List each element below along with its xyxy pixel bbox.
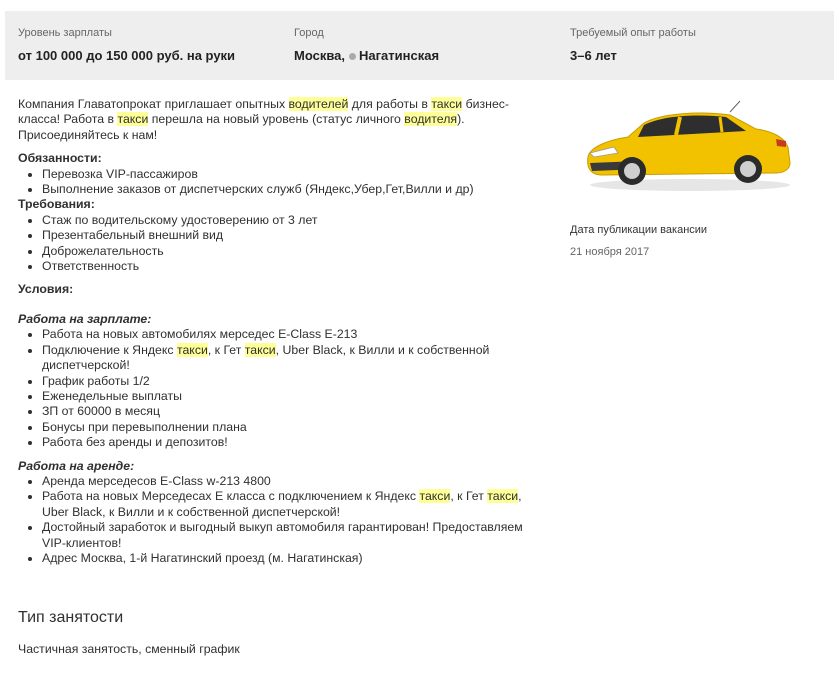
- list-item: • ЗП от 60000 в месяц: [42, 404, 548, 419]
- duties-heading: Обязанности:: [18, 151, 102, 166]
- conditions-heading: Условия:: [18, 282, 74, 297]
- requirements-heading: Требования:: [18, 197, 95, 212]
- city-label: Город: [294, 27, 324, 39]
- metro-station: Нагатинская: [359, 48, 440, 63]
- city-block: [281, 11, 557, 80]
- yellow-taxi-car-image: [580, 95, 795, 195]
- highlight: такси: [244, 342, 276, 357]
- list-item: • Аренда мерседесов E-Class w-213 4800: [42, 474, 548, 489]
- list-item: • График работы 1/2: [42, 374, 548, 389]
- list-item: • Ответственность: [42, 259, 548, 274]
- salary-label: Уровень зарплаты: [18, 27, 112, 39]
- list-item: • Бонусы при перевыполнении плана: [42, 420, 548, 435]
- metro-dot-icon: [349, 53, 356, 60]
- highlight: водителя: [404, 112, 458, 127]
- experience-block: [557, 11, 833, 80]
- duties-list: [18, 167, 548, 198]
- experience-label: Требуемый опыт работы: [570, 27, 696, 39]
- rent-work-list: [18, 474, 548, 566]
- employment-type-heading: Тип занятости: [18, 609, 124, 626]
- list-item: • Работа на новых Мерседесах Е класса с подключением к Яндекс такси, к Гет такси, Uber Black, к Вилли и к собственной диспетчерской!: [42, 489, 548, 520]
- salary-value: от 100 000 до 150 000 руб. на руки: [18, 48, 236, 63]
- employment-type-value: Частичная занятость, сменный график: [18, 642, 240, 656]
- list-item: • Доброжелательность: [42, 244, 548, 259]
- list-item: • Адрес Москва, 1-й Нагатинский проезд (м. Нагатинская): [42, 551, 548, 566]
- vacancy-description: [18, 97, 548, 566]
- experience-value: 3–6 лет: [570, 48, 617, 63]
- vacancy-summary: [5, 11, 834, 80]
- highlight: такси: [176, 342, 208, 357]
- list-item: • Работа на новых автомобилях мерседес Е-Class E-213: [42, 327, 548, 342]
- list-item: • Достойный заработок и выгодный выкуп автомобиля гарантирован! Предоставляем VIP-клиентов!: [42, 520, 548, 551]
- list-item: • Презентабельный внешний вид: [42, 228, 548, 243]
- publication-date-label: Дата публикации вакансии: [570, 224, 708, 236]
- salary-block: [5, 11, 281, 80]
- city-name: Москва,: [294, 48, 345, 63]
- list-item: • Стаж по водительскому удостоверению от 3 лет: [42, 213, 548, 228]
- salary-work-heading: Работа на зарплате:: [18, 311, 152, 326]
- highlight: такси: [487, 489, 519, 504]
- publication-date-value: 21 ноября 2017: [570, 246, 650, 258]
- salary-work-list: [18, 327, 548, 450]
- rent-work-heading: Работа на аренде:: [18, 458, 135, 473]
- highlight: такси: [431, 97, 463, 111]
- requirements-list: [18, 213, 548, 275]
- list-item: • Еженедельные выплаты: [42, 389, 548, 404]
- highlight: водителей: [288, 97, 349, 111]
- highlight: такси: [419, 489, 451, 504]
- list-item: • Подключение к Яндекс такси, к Гет такси, Uber Black, к Вилли и к собственной диспетчерской!: [42, 343, 548, 374]
- list-item: • Перевозка VIP-пассажиров: [42, 167, 548, 182]
- city-value: [294, 48, 557, 63]
- list-item: • Работа без аренды и депозитов!: [42, 435, 548, 450]
- highlight: такси: [117, 112, 149, 127]
- intro-paragraph: Компания Главатопрокат приглашает опытных водителей для работы в такси бизнес-класса! Работа в такси перешла на новый уровень (статус личного водителя). Присоединяйтесь к нам!: [18, 97, 510, 142]
- list-item: • Выполнение заказов от диспетчерских служб (Яндекс,Убер,Гет,Вилли и др): [42, 182, 548, 197]
